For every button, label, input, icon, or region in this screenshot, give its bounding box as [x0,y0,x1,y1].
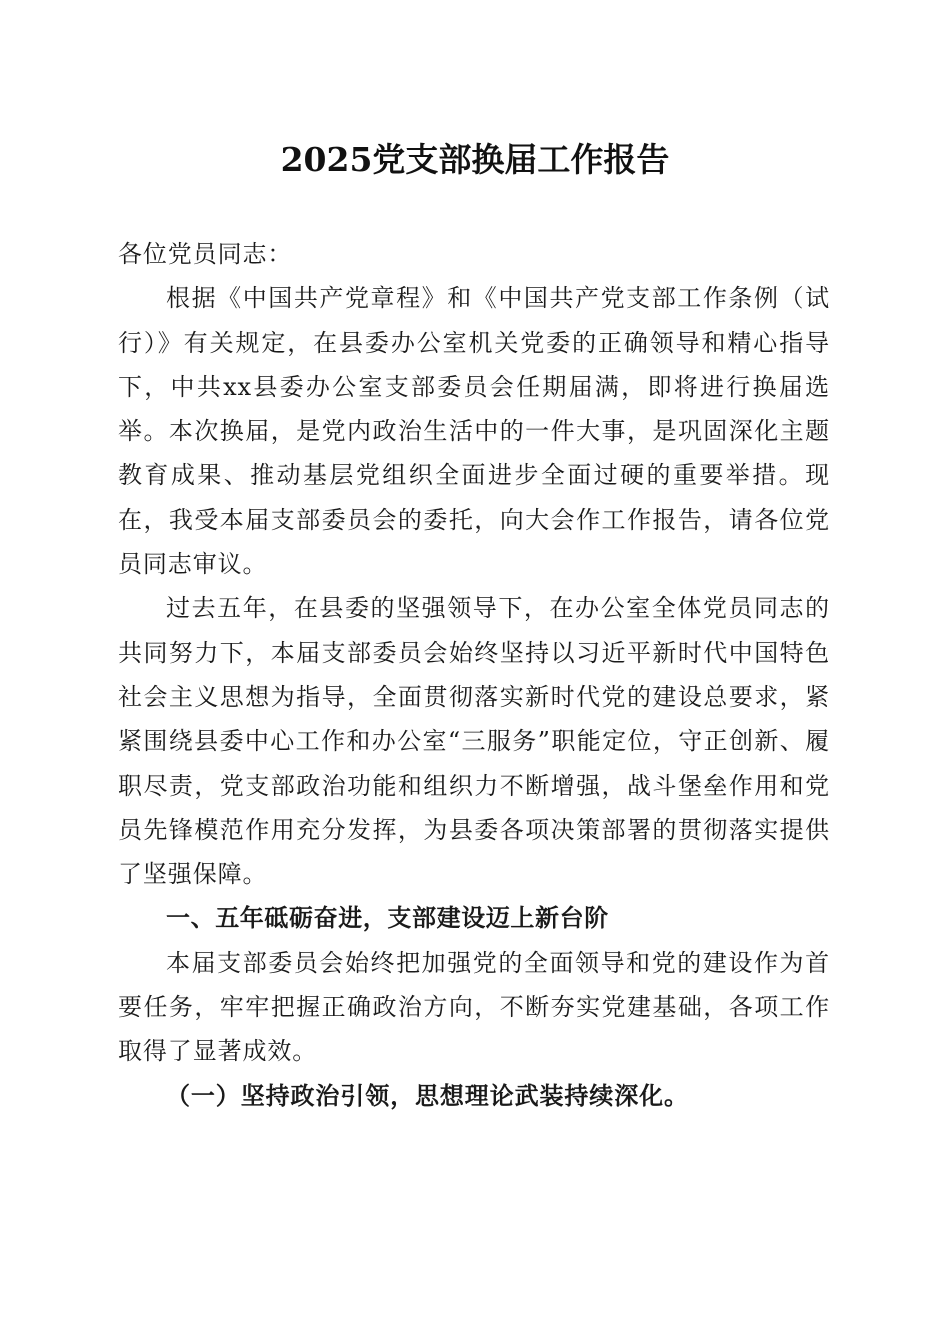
section-heading-1: 一、五年砥砺奋进，支部建设迈上新台阶 [166,904,609,933]
paragraph-intro: 根据《中国共产党章程》和《中国共产党支部工作条例（试行）》有关规定，在县委办公室机关党委的正确领导和精心指导下，中共xx县委办公室支部委员会任期届满，即将进行换届选举。本次换届，是党内政治生活中的一件大事，是巩固深化主题教育成果、推动基层党组织全面进步全面过硬的重要举措。现在，我受本届支部委员会的委托，向大会作工作报告，请各位党员同志审议。 [118,284,830,579]
paragraph-review: 过去五年，在县委的坚强领导下，在办公室全体党员同志的共同努力下，本届支部委员会始终坚持以习近平新时代中国特色社会主义思想为指导，全面贯彻落实新时代党的建设总要求，紧紧围绕县委中心工作和办公室“三服务”职能定位，守正创新、履职尽责，党支部政治功能和组织力不断增强，战斗堡垒作用和党员先锋模范作用充分发挥，为县委各项决策部署的贯彻落实提供了坚强保障。 [118,594,830,889]
section-1-paragraph: 本届支部委员会始终把加强党的全面领导和党的建设作为首要任务，牢牢把握正确政治方向，不断夯实党建基础，各项工作取得了显著成效。 [118,948,830,1066]
subsection-heading-1: （一）坚持政治引领，思想理论武装持续深化。 [166,1080,689,1110]
document-body [118,232,830,1118]
salutation: 各位党员同志： [118,240,293,268]
document-title: 2025党支部换届工作报告 [280,140,670,179]
